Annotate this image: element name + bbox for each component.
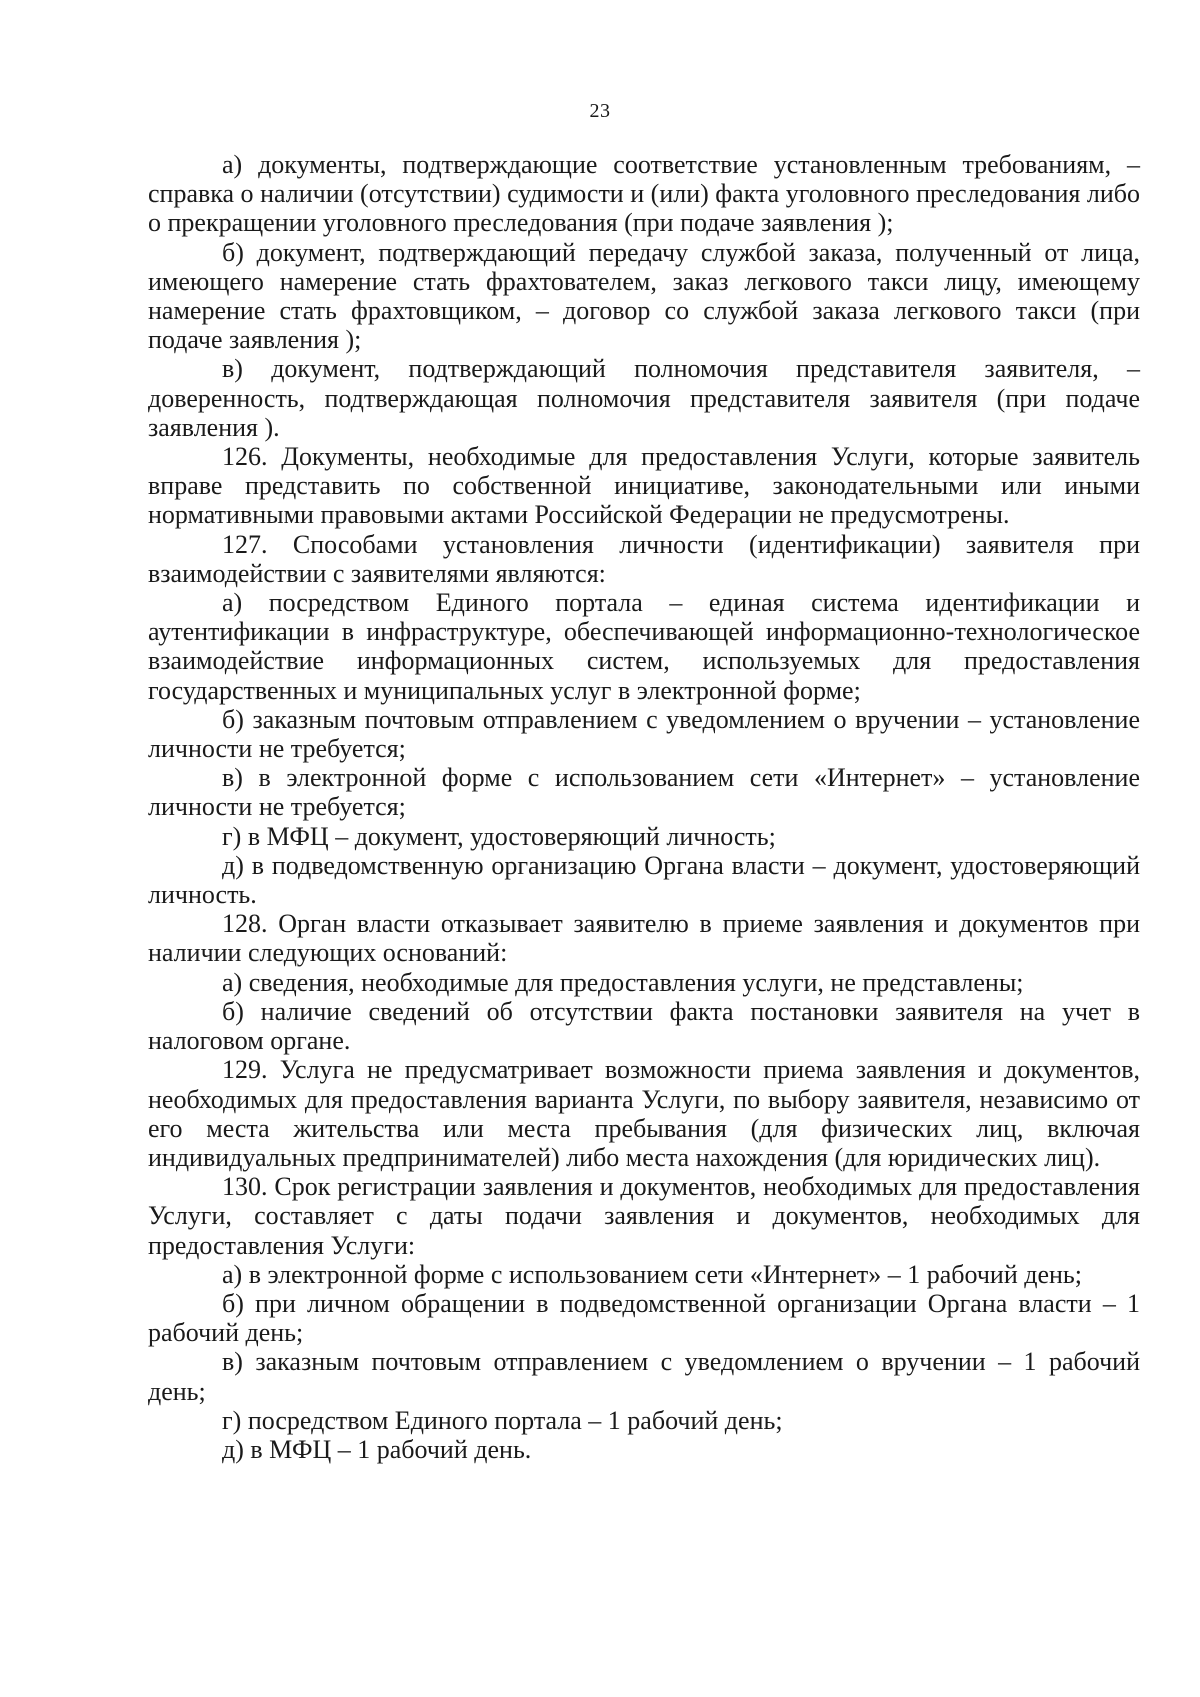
paragraph-130-d: д) в МФЦ – 1 рабочий день. (222, 1434, 532, 1464)
paragraph-order-service-document: б) документ, подтверждающий передачу службой заказа, полученный от лица, имеющего намерение стать фрахтователем, заказ легкового такси лицу, имеющему намерение стать фрахтовщиком, – договор со службой заказа легкового такси (при подаче заявления ); (148, 237, 1140, 355)
paragraph-128-a: а) сведения, необходимые для предоставления услуги, не представлены; (222, 967, 1024, 997)
paragraph-130-g: г) посредством Единого портала – 1 рабочий день; (222, 1405, 783, 1435)
paragraph-130-v: в) заказным почтовым отправлением с уведомлением о вручении – 1 рабочий день; (148, 1347, 1140, 1406)
paragraph-127-d: д) в подведомственную организацию Органа власти – документ, удостоверяющий личность. (148, 850, 1140, 910)
page-number: 23 (589, 100, 611, 122)
paragraph-128-b: б) наличие сведений об отсутствии факта постановки заявителя на учет в налоговом органе. (148, 996, 1140, 1056)
paragraph-127-g: г) в МФЦ – документ, удостоверяющий личность; (222, 821, 776, 851)
paragraph-representative-authority: в) документ, подтверждающий полномочия представителя заявителя, – доверенность, подтверждающая полномочия представителя заявителя (при подаче заявления ). (148, 354, 1140, 442)
paragraph-130-a: а) в электронной форме с использованием сети «Интернет» – 1 рабочий день; (222, 1259, 1082, 1289)
paragraph-127-v: в) в электронной форме с использованием сети «Интернет» – установление личности не требуется; (148, 763, 1140, 822)
paragraph-126: 126. Документы, необходимые для предоставления Услуги, которые заявитель вправе представить по собственной инициативе, законодательными или иными нормативными правовыми актами Российской Федерации не предусмотрены. (148, 442, 1140, 530)
paragraph-129: 129. Услуга не предусматривает возможности приема заявления и документов, необходимых для предоставления варианта Услуги, по выбору заявителя, независимо от его места жительства или места пребывания (для физических лиц, включая индивидуальных предпринимателей) либо места нахождения (для юридических лиц). (148, 1055, 1140, 1172)
paragraph-127-a: а) посредством Единого портала – единая система идентификации и аутентификации в инфраструктуре, обеспечивающей информационно-технологическое взаимодействие информационных систем, используемых для предоставления государственных и муниципальных услуг в электронной форме; (148, 588, 1140, 705)
paragraph-127-b: б) заказным почтовым отправлением с уведомлением о вручении – установление личности не требуется; (148, 704, 1140, 764)
paragraph-130-b: б) при личном обращении в подведомственной организации Органа власти – 1 рабочий день; (148, 1288, 1140, 1348)
document-body (148, 150, 1140, 1464)
paragraph-documents-requirements: а) документы, подтверждающие соответствие установленным требованиям, – справка о наличии (отсутствии) судимости и (или) факта уголовного преследования либо о прекращении уголовного преследования (при подаче заявления ); (148, 150, 1140, 238)
paragraph-127: 127. Способами установления личности (идентификации) заявителя при взаимодействии с заявителями являются: (148, 529, 1140, 588)
paragraph-128: 128. Орган власти отказывает заявителю в приеме заявления и документов при наличии следующих оснований: (148, 909, 1140, 968)
paragraph-130: 130. Срок регистрации заявления и документов, необходимых для предоставления Услуги, составляет с даты подачи заявления и документов, необходимых для предоставления Услуги: (148, 1172, 1140, 1260)
